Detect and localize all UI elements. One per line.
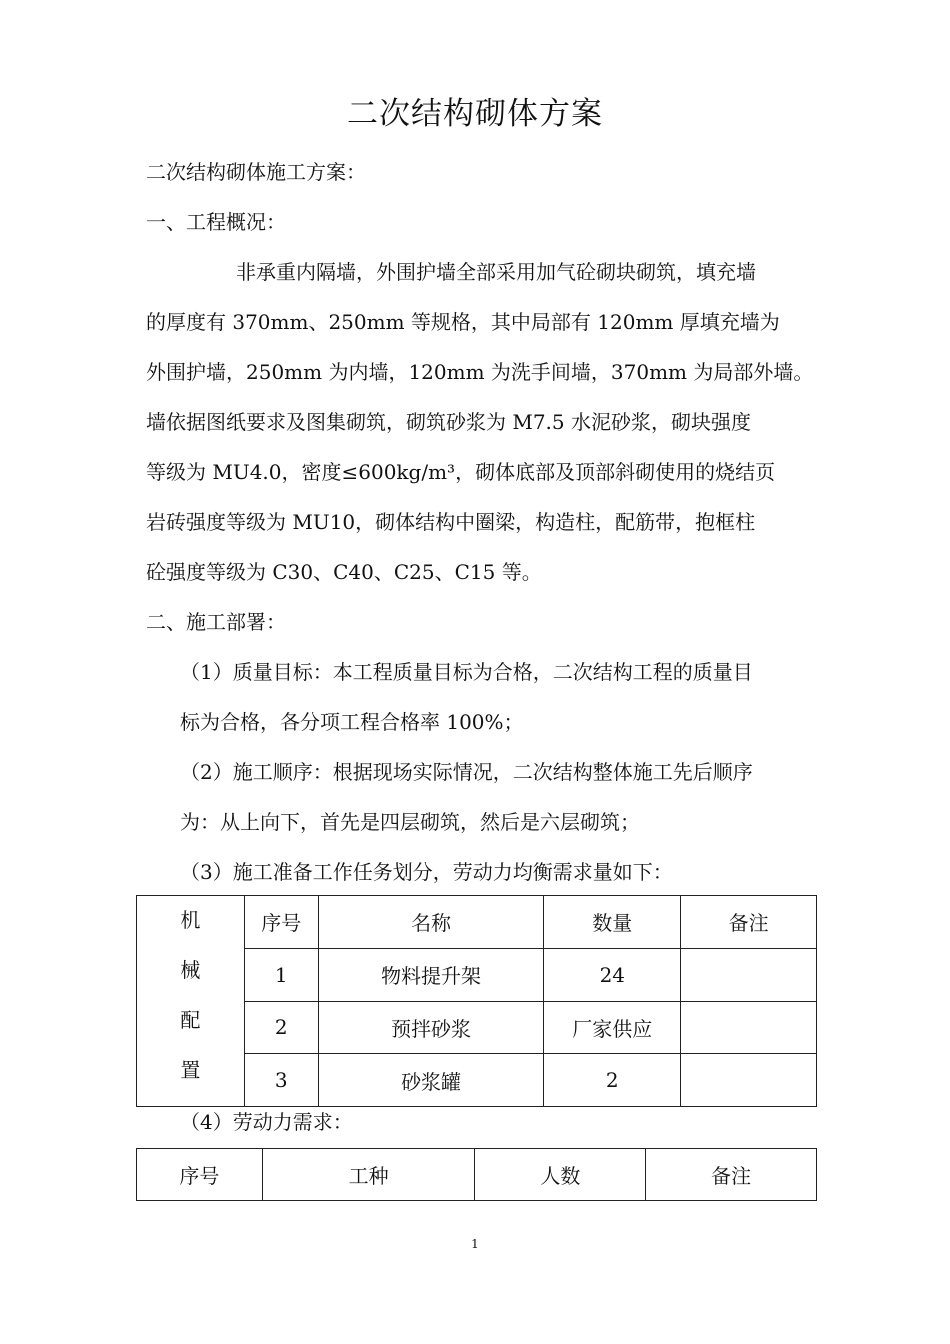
header-cell: 工种	[262, 1149, 475, 1201]
table-cell: 预拌砂浆	[318, 1001, 544, 1054]
paragraph-line: 岩砖强度等级为 MU10，砌体结构中圈梁，构造柱，配筋带，抱框柱	[146, 510, 756, 534]
list-item-2-cont: 为：从上向下，首先是四层砌筑，然后是六层砌筑；	[180, 810, 640, 834]
list-item-3: （3）施工准备工作任务划分，劳动力均衡需求量如下：	[180, 860, 673, 884]
side-label-char: 置	[180, 1058, 201, 1082]
paragraph-line: 等级为 MU4.0，密度≤600kg/m³，砌体底部及顶部斜砌使用的烧结页	[146, 460, 776, 484]
table-cell: 砂浆罐	[318, 1054, 544, 1107]
table-cell: 厂家供应	[544, 1001, 681, 1054]
paragraph-line: 非承重内隔墙，外围护墙全部采用加气砼砌块砌筑，填充墙	[236, 260, 756, 284]
table-row	[137, 1149, 817, 1201]
table-cell: 3	[244, 1054, 318, 1107]
header-cell: 序号	[244, 896, 318, 949]
table-cell: 24	[544, 948, 681, 1001]
intro-heading: 二次结构砌体施工方案：	[146, 160, 366, 184]
list-item-1: （1）质量目标：本工程质量目标为合格，二次结构工程的质量目	[180, 660, 753, 684]
header-cell: 名称	[318, 896, 544, 949]
header-cell: 人数	[475, 1149, 646, 1201]
labor-table	[136, 1148, 817, 1201]
header-cell: 备注	[681, 896, 817, 949]
table-row	[137, 896, 817, 949]
table-cell: 物料提升架	[318, 948, 544, 1001]
list-item-1-cont: 标为合格，各分项工程合格率 100%；	[180, 710, 524, 734]
machine-side-label	[137, 896, 245, 1107]
machine-config-table	[136, 895, 817, 1107]
document-title: 二次结构砌体方案	[347, 96, 603, 132]
list-item-2: （2）施工顺序：根据现场实际情况，二次结构整体施工先后顺序	[180, 760, 753, 784]
paragraph-line: 的厚度有 370mm、250mm 等规格，其中局部有 120mm 厚填充墙为	[146, 310, 780, 334]
paragraph-line: 墙依据图纸要求及图集砌筑，砌筑砂浆为 M7.5 水泥砂浆，砌块强度	[146, 410, 751, 434]
table-cell	[681, 948, 817, 1001]
section-2-heading: 二、施工部署：	[146, 610, 286, 634]
page-number: 1	[471, 1237, 479, 1251]
list-item-4: （4）劳动力需求：	[180, 1110, 353, 1134]
table-cell	[681, 1054, 817, 1107]
side-label-char: 械	[180, 958, 201, 982]
header-cell: 备注	[646, 1149, 817, 1201]
table-cell	[681, 1001, 817, 1054]
paragraph-line: 砼强度等级为 C30、C40、C25、C15 等。	[146, 560, 542, 584]
section-1-heading: 一、工程概况：	[146, 210, 286, 234]
table-cell: 1	[244, 948, 318, 1001]
table-cell: 2	[544, 1054, 681, 1107]
header-cell: 序号	[137, 1149, 263, 1201]
paragraph-line: 外围护墙，250mm 为内墙，120mm 为洗手间墙，370mm 为局部外墙。	[146, 360, 814, 384]
table-cell: 2	[244, 1001, 318, 1054]
side-label-char: 机	[180, 908, 201, 932]
side-label-char: 配	[180, 1008, 201, 1032]
header-cell: 数量	[544, 896, 681, 949]
